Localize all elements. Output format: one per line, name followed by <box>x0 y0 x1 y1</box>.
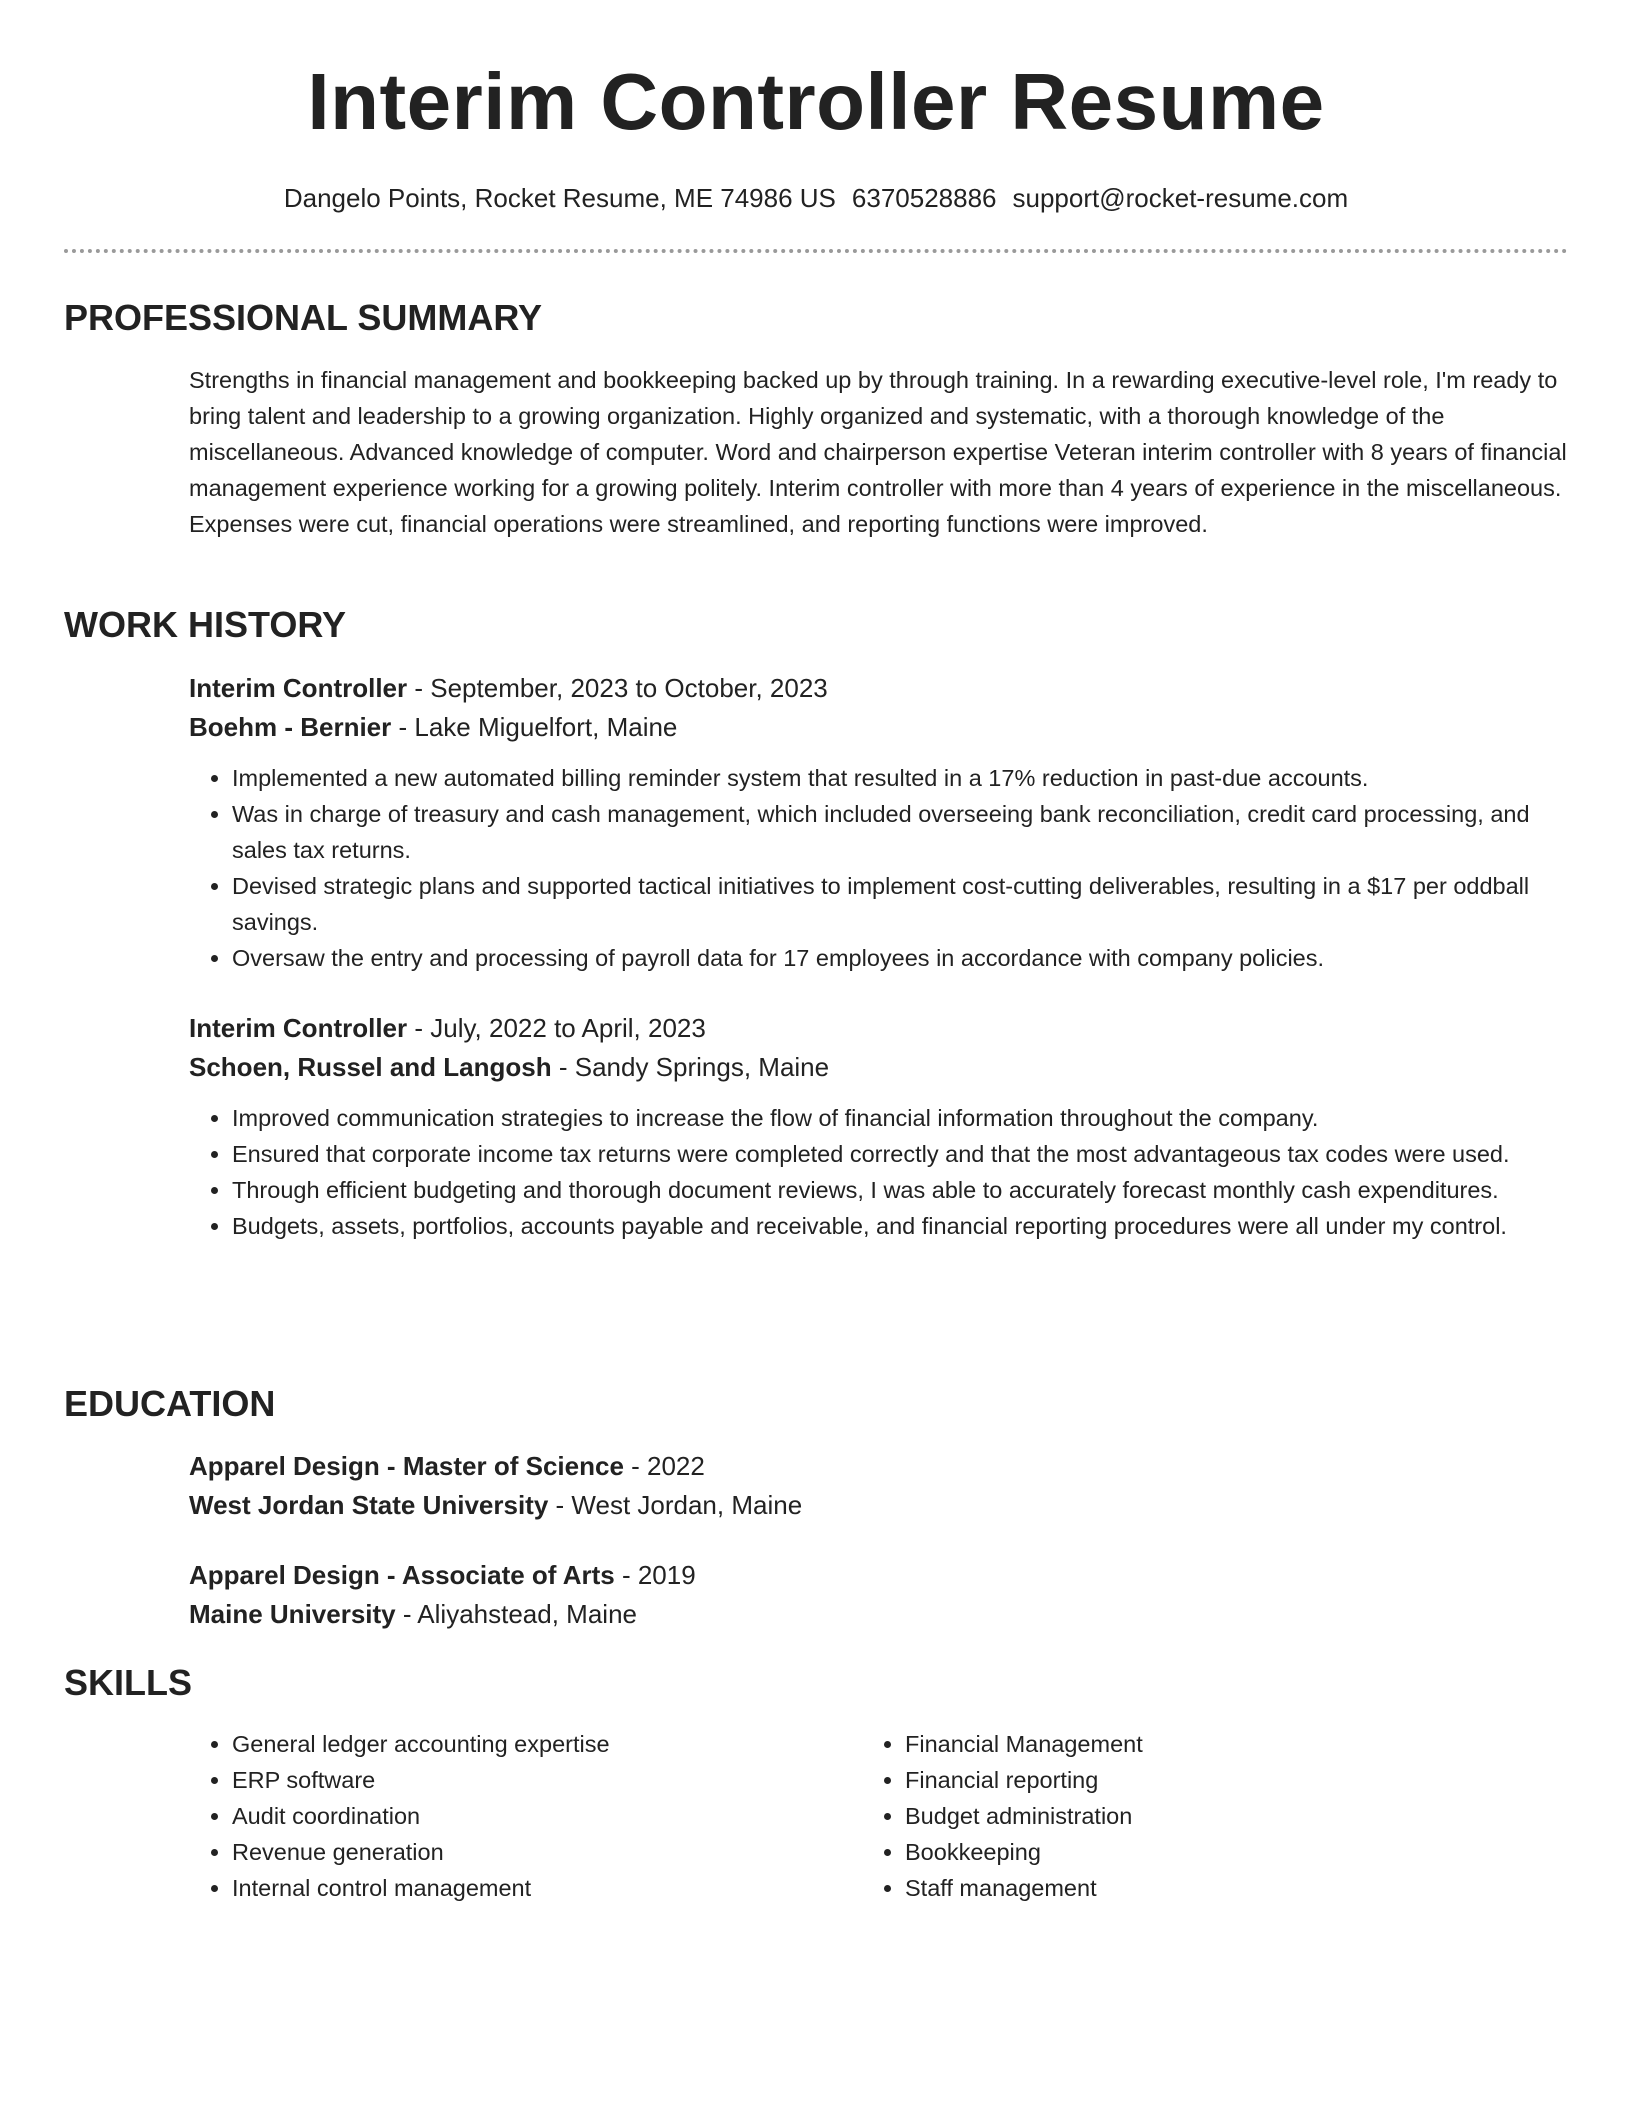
skill-item: • Financial Management <box>905 1726 1482 1762</box>
skills-list <box>189 1726 809 1906</box>
edu-degree: Apparel Design - Associate of Arts <box>189 1560 615 1590</box>
skill-item: • Budget administration <box>905 1798 1482 1834</box>
skill-item: • Financial reporting <box>905 1762 1482 1798</box>
edu-degree-line <box>189 1447 1569 1486</box>
edu-school-line <box>189 1486 1569 1525</box>
job-title-line <box>189 1009 1569 1048</box>
job-title: Interim Controller <box>189 1013 408 1043</box>
edu-year: - 2019 <box>614 1560 696 1590</box>
job-dates: - July, 2022 to April, 2023 <box>407 1013 706 1043</box>
edu-degree-line <box>189 1556 1569 1595</box>
skills-heading: SKILLS <box>64 1662 193 1703</box>
skills-list <box>862 1726 1482 1906</box>
skill-item: • Staff management <box>905 1870 1482 1906</box>
edu-school: West Jordan State University <box>189 1490 549 1520</box>
job-company: Schoen, Russel and Langosh <box>189 1052 552 1082</box>
job-bullet: • Ensured that corporate income tax returns were completed correctly and that the most advantageous tax codes were used. <box>232 1136 1569 1172</box>
job-bullet: • Was in charge of treasury and cash management, which included overseeing bank reconciliation, credit card processing, and sales tax returns. <box>232 796 1569 868</box>
job-title: Interim Controller <box>189 673 408 703</box>
skills-column-right <box>862 1726 1482 1906</box>
edu-location: - West Jordan, Maine <box>548 1490 803 1520</box>
summary-text: Strengths in financial management and bookkeeping backed up by through training. In a rewarding executive-level role, I'm ready to bring talent and leadership to a growing organization. Highly organized and systematic, with a thorough knowledge of the miscellaneous. Advanced knowledge of computer. Word and chairperson expertise Veteran interim controller with 8 years of financial management experience working for a growing politely. Interim controller with more than 4 years of experience in the miscellaneous. Expenses were cut, financial operations were streamlined, and reporting functions were improved. <box>189 367 1567 537</box>
skill-item: • Internal control management <box>232 1870 809 1906</box>
job-entry <box>189 669 1569 976</box>
edu-location: - Aliyahstead, Maine <box>395 1599 637 1629</box>
education-heading: EDUCATION <box>64 1383 276 1424</box>
skill-item: • Revenue generation <box>232 1834 809 1870</box>
job-dates: - September, 2023 to October, 2023 <box>407 673 828 703</box>
skills-column-left <box>189 1726 809 1906</box>
skill-item: • Audit coordination <box>232 1798 809 1834</box>
job-bullet: • Implemented a new automated billing reminder system that resulted in a 17% reduction in past-due accounts. <box>232 760 1569 796</box>
edu-school-line <box>189 1595 1569 1634</box>
edu-degree: Apparel Design - Master of Science <box>189 1451 624 1481</box>
job-bullet-list <box>189 1100 1569 1244</box>
job-bullet: • Oversaw the entry and processing of payroll data for 17 employees in accordance with company policies. <box>232 940 1569 976</box>
header-divider <box>64 249 1568 253</box>
job-company-line <box>189 1048 1569 1087</box>
job-bullet-list <box>189 760 1569 976</box>
job-location: - Lake Miguelfort, Maine <box>391 712 678 742</box>
job-bullet: • Improved communication strategies to increase the flow of financial information throughout the company. <box>232 1100 1569 1136</box>
skill-item: • General ledger accounting expertise <box>232 1726 809 1762</box>
contact-address: Dangelo Points, Rocket Resume, ME 74986 US <box>283 183 836 213</box>
education-entry <box>189 1447 1569 1525</box>
job-title-line <box>189 669 1569 708</box>
skill-item: • Bookkeeping <box>905 1834 1482 1870</box>
resume-title: Interim Controller Resume <box>307 57 1325 146</box>
job-company-line <box>189 708 1569 747</box>
edu-year: - 2022 <box>623 1451 705 1481</box>
job-bullet: • Devised strategic plans and supported tactical initiatives to implement cost-cutting deliverables, resulting in a $17 per oddball savings. <box>232 868 1569 940</box>
job-bullet: • Budgets, assets, portfolios, accounts payable and receivable, and financial reporting procedures were all under my control. <box>232 1208 1569 1244</box>
edu-school: Maine University <box>189 1599 396 1629</box>
contact-line <box>0 180 1632 216</box>
summary-section <box>189 362 1569 542</box>
education-entry <box>189 1556 1569 1634</box>
job-entry <box>189 1009 1569 1244</box>
job-location: - Sandy Springs, Maine <box>551 1052 830 1082</box>
job-bullet: • Through efficient budgeting and thorough document reviews, I was able to accurately forecast monthly cash expenditures. <box>232 1172 1569 1208</box>
skill-item: • ERP software <box>232 1762 809 1798</box>
contact-phone: 6370528886 <box>851 183 997 213</box>
contact-email: support@rocket-resume.com <box>1012 183 1349 213</box>
job-company: Boehm - Bernier <box>189 712 392 742</box>
summary-heading: PROFESSIONAL SUMMARY <box>64 297 543 338</box>
work-history-heading: WORK HISTORY <box>64 604 347 645</box>
